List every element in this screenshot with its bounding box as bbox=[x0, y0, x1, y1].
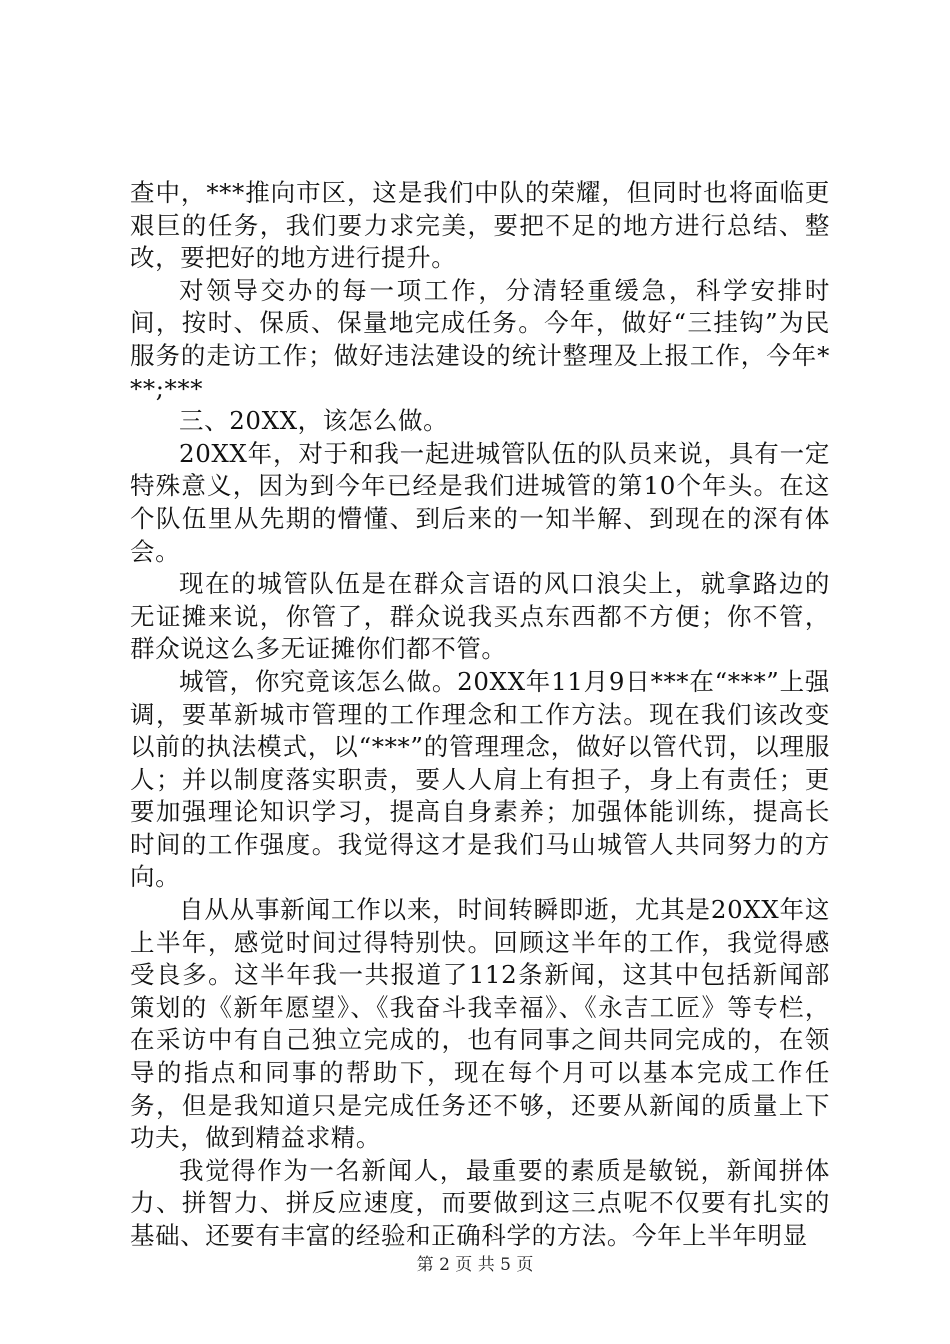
paragraph-6: 自从从事新闻工作以来，时间转瞬即逝，尤其是20XX年这上半年，感觉时间过得特别快。回顾这半年的工作，我觉得感受良多。这半年我一共报道了112条新闻，这其中包括新闻部策划的《新年愿望》、《我奋斗我幸福》、《永吉工匠》等专栏，在采访中有自己独立完成的，也有同事之间共同完成的，在领导的指点和同事的帮助下，现在每个月可以基本完成工作任务，但是我知道只是完成任务还不够，还要从新闻的质量上下功夫，做到精益求精。 bbox=[130, 895, 830, 1153]
paragraph-7: 我觉得作为一名新闻人，最重要的素质是敏锐，新闻拼体力、拼智力、拼反应速度，而要做到这三点呢不仅要有扎实的基础、还要有丰富的经验和正确科学的方法。今年上半年明显 bbox=[130, 1155, 830, 1250]
paragraph-5: 城管，你究竟该怎么做。20XX年11月9日***在“***”上强调，要革新城市管理的工作理念和工作方法。现在我们该改变以前的执法模式，以“***”的管理理念，做好以管代罚，以理服人；并以制度落实职责，要人人肩上有担子，身上有责任；更要加强理论知识学习，提高自身素养；加强体能训练，提高长时间的工作强度。我觉得这才是我们马山城管人共同努力的方向。 bbox=[130, 666, 830, 892]
body-text bbox=[130, 177, 830, 1253]
paragraph-3: 20XX年，对于和我一起进城管队伍的队员来说，具有一定特殊意义，因为到今年已经是我们进城管的第10个年头。在这个队伍里从先期的懵懂、到后来的一知半解、到现在的深有体会。 bbox=[130, 438, 830, 566]
paragraph-4: 现在的城管队伍是在群众言语的风口浪尖上，就拿路边的无证摊来说，你管了，群众说我买点东西都不方便；你不管，群众说这么多无证摊你们都不管。 bbox=[130, 569, 830, 664]
section-heading: 三、20XX，该怎么做。 bbox=[179, 406, 449, 436]
page-footer: 第 2 页 共 5 页 bbox=[416, 1255, 534, 1275]
paragraph-1: 查中，***推向市区，这是我们中队的荣耀，但同时也将面临更艰巨的任务，我们要力求完美，要把不足的地方进行总结、整改，要把好的地方进行提升。 bbox=[130, 178, 830, 273]
paragraph-2: 对领导交办的每一项工作，分清轻重缓急，科学安排时间，按时、保质、保量地完成任务。今年，做好“三挂钩”为民服务的走访工作；做好违法建设的统计整理及上报工作，今年***;*** bbox=[130, 275, 830, 403]
